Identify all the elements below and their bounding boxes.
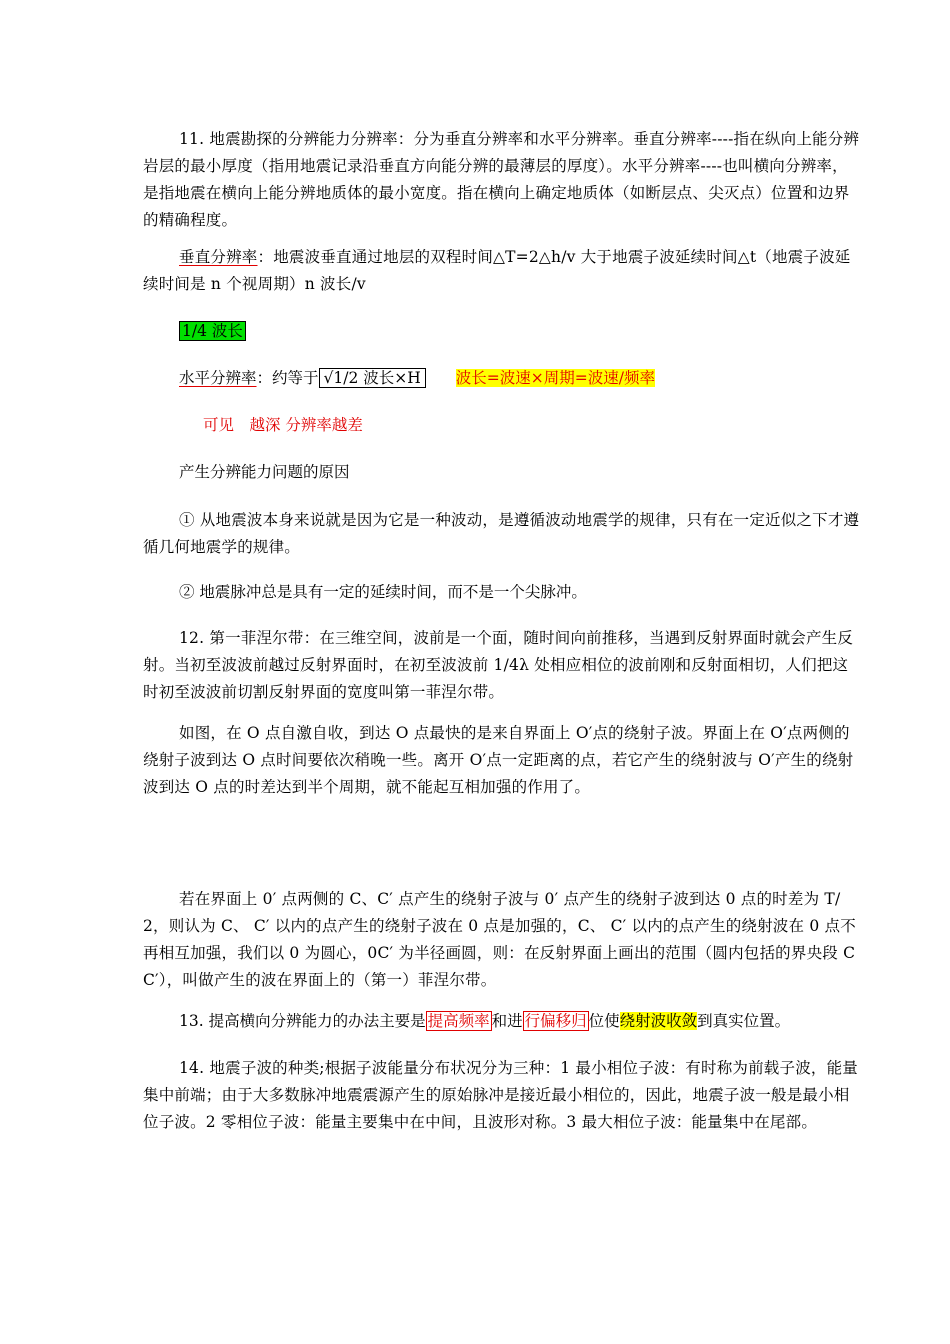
vertical-resolution-text: ：地震波垂直通过地层的双程时间△T=2△h/v 大于地震子波延续时间△t（地震子波延续时间是 n 个视周期）n 波长/v: [143, 248, 851, 293]
cause-2-paragraph: ② 地震脉冲总是具有一定的延续时间，而不是一个尖脉冲。: [179, 583, 587, 601]
horizontal-resolution-prefix: ：约等于: [256, 369, 319, 387]
keyword-increase-frequency: 提高频率: [427, 1012, 490, 1030]
section-14-paragraph: 14. 地震子波的种类;根据子波能量分布状况分为三种：1 最小相位子波：有时称为前载子波，能量集中前端；由于大多数脉冲地震震源产生的原始脉冲是接近最小相位的，因此，地震子波一般是最小相位子波。2 零相位子波：能量主要集中在中间，且波形对称。3 最大相位子波：能量集中在尾部。: [143, 1059, 858, 1131]
horizontal-resolution-line: [179, 365, 655, 392]
fresnel-zone-paragraph: 若在界面上 0′ 点两侧的 C、C′ 点产生的绕射子波与 0′ 点产生的绕射子波到达 0 点的时差为 T/2，则认为 C、 C′ 以内的点产生的绕射子波在 0 点是加强的，C、 C′ 以内的点产生的绕射波在 0 点不再相互加强，我们以 0 为圆心，0C′ 为半径画圆，则：在反射界面上画出的范围（圆内包括的界央段 CC′），叫做产生的波在界面上的（第一）菲涅尔带。: [143, 890, 856, 989]
vertical-resolution-paragraph: [143, 244, 863, 298]
figure-description-paragraph: 如图，在 O 点自激自收，到达 O 点最快的是来自界面上 O′点的绕射子波。界面上在 O′点两侧的绕射子波到达 O 点时间要依次稍晚一些。离开 O′点一定距离的点，若它产生的绕射波与 O′产生的绕射波到达 O 点的时差达到半个周期，就不能起互相加强的作用了。: [143, 724, 854, 796]
quarter-wavelength-highlight: 1/4 波长: [179, 321, 246, 341]
quarter-wavelength-line: [179, 318, 246, 345]
wavelength-formula: 波长=波速×周期=波速/频率: [455, 369, 655, 387]
section-13-prefix: 13. 提高横向分辨能力的办法主要是: [179, 1012, 426, 1030]
section-13-suffix: 到真实位置。: [697, 1012, 791, 1030]
cause-title: 产生分辨能力问题的原因: [179, 463, 350, 481]
horizontal-resolution-label: 水平分辨率: [179, 369, 257, 387]
vertical-resolution-label: 垂直分辨率: [179, 248, 258, 266]
cause-1-paragraph: ① 从地震波本身来说就是因为它是一种波动，是遵循波动地震学的规律，只有在一定近似之下才遵循几何地震学的规律。: [143, 511, 860, 556]
keyword-migration: 行偏移归: [524, 1012, 587, 1030]
resolution-conclusion: 可见 越深 分辨率越差: [203, 416, 363, 434]
section-11-paragraph: 11. 地震勘探的分辨能力分辨率：分为垂直分辨率和水平分辨率。垂直分辨率----指在纵向上能分辨岩层的最小厚度（指用地震记录沿垂直方向能分辨的最薄层的厚度）。水平分辨率----也叫横向分辨率，是指地震在横向上能分辨地质体的最小宽度。指在横向上确定地质体（如断层点、尖灭点）位置和边界的精确程度。: [143, 130, 860, 229]
section-12-paragraph: 12. 第一菲涅尔带：在三维空间，波前是一个面，随时间向前推移，当遇到反射界面时就会产生反射。当初至波波前越过反射界面时，在初至波波前 1/4λ 处相应相位的波前刚和反射面相切，人们把这时初至波波前切割反射界面的宽度叫第一菲涅尔带。: [143, 629, 854, 701]
keyword-diffraction-converge: 绕射波收敛: [619, 1012, 698, 1030]
horizontal-resolution-formula: √1/2 波长×H: [319, 368, 426, 388]
section-13-mid2: 位使: [588, 1012, 620, 1030]
section-13-paragraph: [179, 1008, 790, 1035]
section-13-mid: 和进: [491, 1012, 523, 1030]
